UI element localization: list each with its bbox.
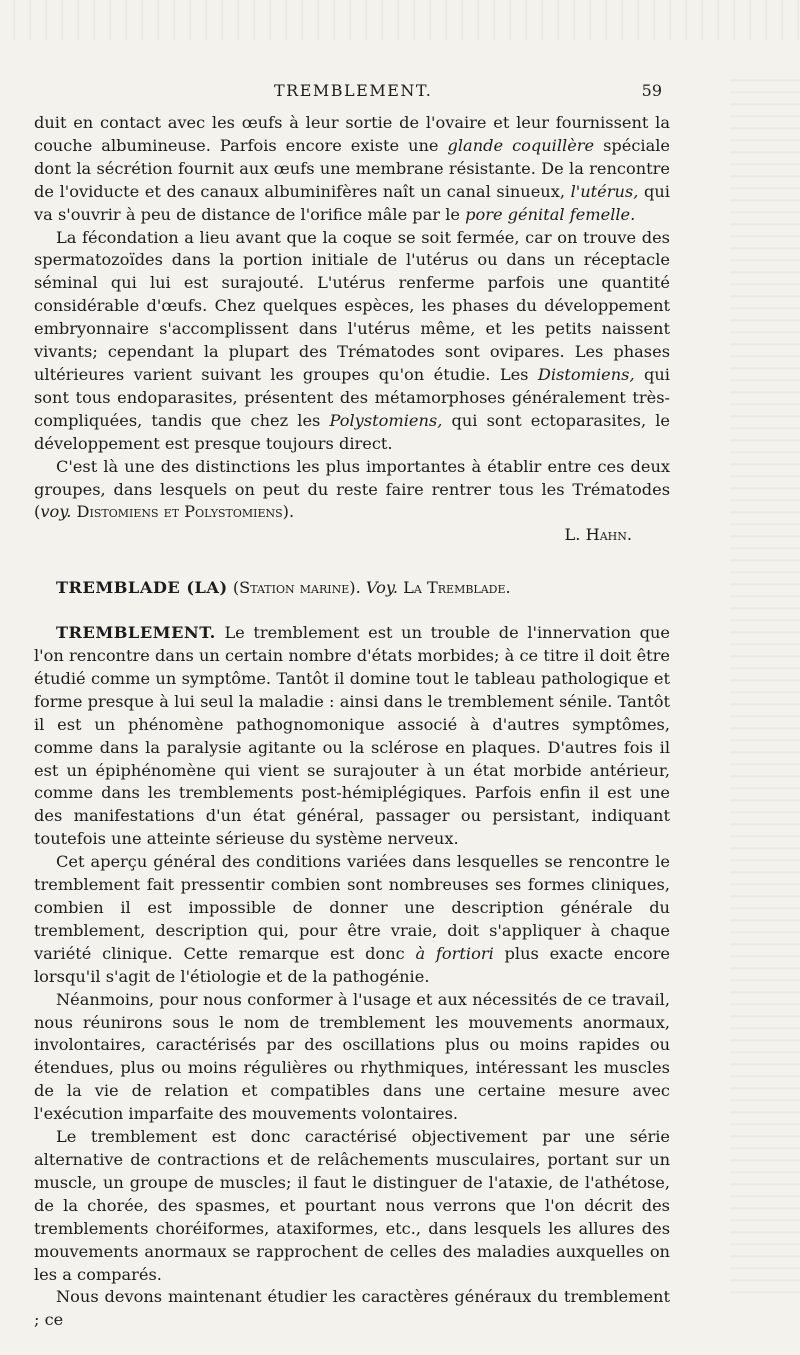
paragraph-fecondation: La fécondation a lieu avant que la coque se soit fermée, car on trouve des spermatozoïdes dans la portion initiale de l'utérus ou dans un réceptacle séminal qui lui est surajouté. L'utérus renferme parfois une quantité considérable d'œufs. Chez quelques espèces, les phases du développement embryonnaire s'accomplissent dans l'utérus même, et les petits naissent vivants; cependant la plupart des Trématodes sont ovipares. Les phases ultérieures varient suivant les groupes qu'on étudie. Les Distomiens, qui sont tous endoparasites, présentent des métamorphoses généralement très-compliquées, tandis que chez les Polystomiens, qui sont ectoparasites, le développement est presque toujours direct. [34, 227, 670, 453]
paragraph-distinctions: C'est là une des distinctions les plus importantes à établir entre ces deux groupes, dans lesquels on peut du reste faire rentrer tous les Trématodes (voy. Distomiens et Polystomiens). [34, 456, 670, 522]
paragraph-definition: Néanmoins, pour nous conformer à l'usage et aux nécessités de ce travail, nous réunirons sous le nom de tremblement les mouvements anormaux, involontaires, caractérisés par des oscillations plus ou moins rapides ou étendues, plus ou moins régulières ou rhythmiques, intéressant les muscles de la vie de relation et compatibles dans une certaine mesure avec l'exécution imparfaite des mouvements volontaires. [34, 989, 670, 1124]
author-signature: L. Hahn. [564, 525, 632, 545]
cross-reference: Distomiens et Polystomiens). [76, 502, 295, 522]
scan-noise-top [0, 0, 800, 40]
entry-headword-tremblement: TREMBLEMENT. [56, 623, 216, 643]
entry-tremblade: TREMBLADE (LA) (Station marine). Voy. La Tremblade. [56, 578, 511, 598]
page [34, 80, 670, 1332]
entry-headword-tremblade: TREMBLADE (LA) [56, 578, 228, 598]
entry-tremblement-intro: TREMBLEMENT. Le tremblement est un trouble de l'innervation que l'on rencontre dans un certain nombre d'états morbides; à ce titre il doit être étudié comme un symptôme. Tantôt il domine tout le tableau pathologique et forme presque à lui seul la maladie : ainsi dans le tremblement sénile. Tantôt il est un phénomène pathognomonique associé à d'autres symptômes, comme dans la paralysie agitante ou la sclérose en plaques. D'autres fois il est un épiphénomène qui vient se surajouter à un état morbide antérieur, comme dans les tremblements post-hémiplégiques. Parfois enfin il est une des manifestations d'un état général, passager ou persistant, indiquant toutefois une atteinte sérieuse du système nerveux. [34, 623, 670, 849]
paragraph-caracterise: Le tremblement est donc caractérisé objectivement par une série alternative de contractions et de relâchements musculaires, portant sur un muscle, un groupe de muscles; il faut le distinguer de l'ataxie, de l'athétose, de la chorée, des spasmes, et pourtant nous verrons que l'on décrit des tremblements choréiformes, ataxiformes, etc., dans lesquels les allures des mouvements anormaux se rapprochent de celles des maladies auxquelles on les a comparés. [34, 1127, 670, 1284]
paragraph-oviduct: duit en contact avec les œufs à leur sortie de l'ovaire et leur fournissent la couche albumineuse. Parfois encore existe une glande coquillère spéciale dont la sécrétion fournit aux œufs une membrane résistante. De la rencontre de l'oviducte et des canaux albuminifères naît un canal sinueux, l'utérus, qui va s'ouvrir à peu de distance de l'orifice mâle par le pore génital femelle. [34, 113, 671, 224]
paragraph-caracteres: Nous devons maintenant étudier les caractères généraux du tremblement ; ce [34, 1287, 670, 1330]
paragraph-apercu: Cet aperçu général des conditions variées dans lesquelles se rencontre le tremblement fait pressentir combien sont nombreuses ses formes cliniques, combien il est impossible de donner une description générale du tremblement, description qui, pour être vraie, doit s'appliquer à chaque variété clinique. Cette remarque est donc à fortiori plus exacte encore lorsqu'il s'agit de l'étiologie et de la pathogénie. [34, 852, 670, 986]
page-number: 59 [641, 81, 662, 100]
running-header [34, 80, 670, 106]
running-title: TREMBLEMENT. [274, 81, 433, 100]
cross-reference-tremblade: La Tremblade. [403, 578, 511, 598]
scan-noise-margin [730, 70, 800, 1300]
